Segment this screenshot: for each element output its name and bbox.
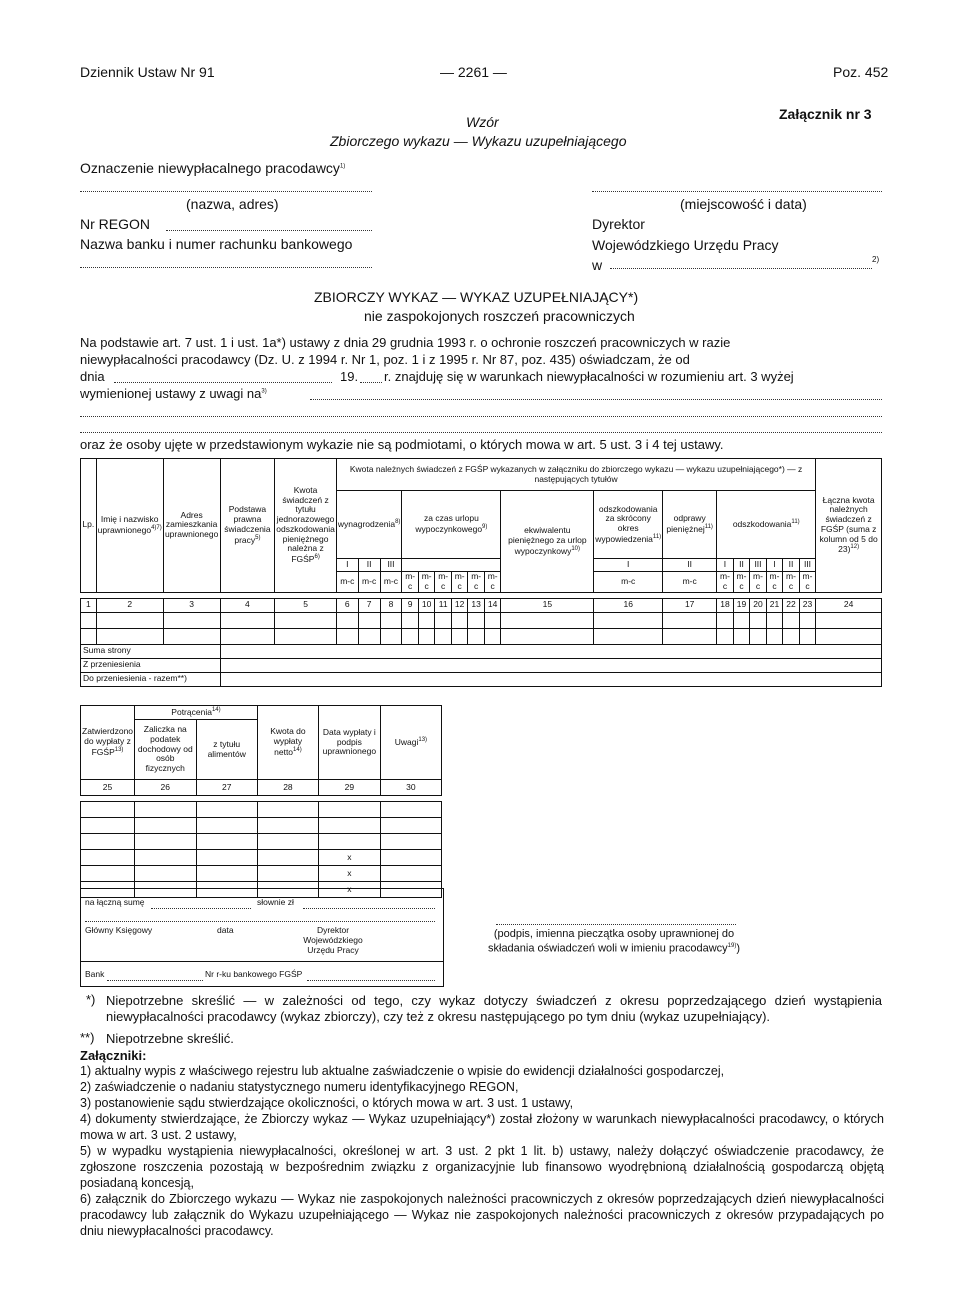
- template-title: Wzór: [466, 114, 499, 130]
- main-subtitle: nie zaspokojonych roszczeń pracowniczych: [364, 308, 635, 324]
- col-basis: Podstawa prawna świadczenia pracy$^{5)}$: [220, 459, 275, 593]
- attachment-item: 5) w wypadku wystąpienia niewypłacalności, określonej w art. 3 ust. 2 pkt 1 lit. b) ustawy, należy dołączyć oświadczenie pracodawcy, że zgłoszone roszczenia pozostają w bezpośrednim związku z organizacyjnie lub finansowo wyodrębnioną działalnością gospodarczą objętą posiadaną koncesją,: [80, 1144, 884, 1190]
- comp-roman-1: I: [717, 559, 734, 572]
- date-label: data: [217, 925, 234, 935]
- page-number: — 2261 —: [440, 64, 507, 80]
- empty-cell: [380, 628, 402, 644]
- empty-cell: [766, 612, 783, 628]
- empty-cell: [484, 612, 501, 628]
- main-title: ZBIORCZY WYKAZ — WYKAZ UZUPEŁNIAJĄCY*): [314, 289, 639, 305]
- words-label: słownie zł: [257, 897, 294, 907]
- comp-roman-3: III: [750, 559, 767, 572]
- declaration-line-3b: 19.: [340, 369, 359, 384]
- empty-cell: [336, 612, 358, 628]
- empty-cell: [380, 612, 402, 628]
- severance-roman-2: II: [663, 559, 717, 572]
- col-total: Łączna kwota należnych świadczeń z FGŚP (suma z kolumn od 5 do 23)$^{12)}$: [816, 459, 882, 593]
- empty-cell: [733, 612, 750, 628]
- place-date-caption: (miejscowość i data): [680, 196, 807, 212]
- empty-cell: [96, 612, 163, 628]
- signature-dotted-line: [496, 924, 736, 925]
- attachment-item: 4) dokumenty stwierdzające, że Zbiorczy wykaz — Wykaz uzupełniający*) został złożony w warunkach niewypłacalności pracodawcy, o których mowa w art. 3 ust. 2 ustawy,: [80, 1112, 884, 1142]
- regon-dotted-line: [166, 230, 372, 231]
- empty-cell: [220, 612, 275, 628]
- annex-label: Załącznik nr 3: [779, 106, 872, 122]
- note1-mark: *): [86, 992, 96, 1007]
- office-label: Wojewódzkiego Urzędu Pracy: [592, 237, 779, 253]
- col-alimony: z tytułu alimentów: [196, 720, 257, 780]
- col-number: 24: [816, 598, 882, 612]
- empty-cell: [468, 628, 485, 644]
- attachment-item: 1) aktualny wypis z właściwego rejestru lub aktualne zaświadczenie o wpisie do ewidencji działalności gospodarczej,: [80, 1064, 725, 1078]
- regon-label: Nr REGON: [80, 216, 150, 232]
- col-titles-group: Kwota należnych świadczeń z FGŚP wykazanych w załączniku do zbiorczego wykazu — wykazu uzupełniającego*) — z następujących tytułów: [336, 459, 815, 491]
- attachment-item: 3) postanowienie sądu stwierdzające okoliczności, o których mowa w art. 3 ust. 1 ustawy,: [80, 1096, 574, 1110]
- empty-cell: [81, 628, 97, 644]
- col-number: 29: [318, 780, 380, 796]
- mc-cell: m-c: [336, 572, 358, 593]
- carried-label: Z przeniesienia: [81, 658, 221, 672]
- empty-cell: [418, 628, 435, 644]
- wages-roman-3: III: [380, 559, 402, 572]
- empty-cell: [402, 612, 419, 628]
- mc-cell: m-c: [418, 572, 435, 593]
- mc-cell: m-c: [717, 572, 734, 593]
- col-number: 10: [418, 598, 435, 612]
- reason-dotted-line-3: [80, 432, 882, 433]
- office-footnote: 2): [872, 255, 880, 264]
- declaration-line-2: niewypłacalności pracodawcy (Dz. U. z 1994 r. Nr 1, poz. 1 i z 1995 r. Nr 87, poz. 435) oświadczam, że od: [80, 352, 690, 367]
- col-number: 14: [484, 598, 501, 612]
- empty-cell: [750, 628, 767, 644]
- empty-cell: [96, 628, 163, 644]
- empty-cell: [275, 612, 337, 628]
- mc-cell: m-c: [358, 572, 380, 593]
- col-number: 11: [435, 598, 452, 612]
- empty-cell: [402, 628, 419, 644]
- col-name: Imię i nazwisko uprawnionego$^{4)7)}$: [96, 459, 163, 593]
- mc-cell: m-c: [451, 572, 468, 593]
- empty-cell: [501, 628, 594, 644]
- col-number: 6: [336, 598, 358, 612]
- col-tax-advance: Zaliczka na podatek dochodowy od osób fizycznych: [135, 720, 197, 780]
- col-number: 1: [81, 598, 97, 612]
- declaration-line-4: wymienionej ustawy z uwagi $na^{3)}$: [80, 386, 267, 401]
- mc-cell: m-c: [783, 572, 800, 593]
- col-equivalent: ekwiwalentu pieniężnego za urlop wypoczynkowy$^{10)}$: [501, 491, 594, 593]
- signature-note: (podpis, imienna pieczątka osoby uprawnionej do składania oświadczeń woli w imieniu pracodawcy$^{19)}$): [488, 928, 741, 955]
- empty-cell: [663, 612, 717, 628]
- col-number: 22: [783, 598, 800, 612]
- empty-cell: [163, 628, 220, 644]
- employer-dotted-line: [80, 191, 372, 192]
- accountant-label: Główny Księgowy: [85, 925, 153, 935]
- col-wages: wynagrodzenia$^{8)}$: [336, 491, 402, 559]
- col-number: 27: [196, 780, 257, 796]
- mc-cell: m-c: [799, 572, 816, 593]
- mc-cell: m-c: [402, 572, 419, 593]
- date-dotted-line: [114, 382, 332, 383]
- declaration-line-1: Na podstawie art. 7 ust. 1 i ust. 1a*) ustawy z dnia 29 grudnia 1993 r. o ochronie roszczeń pracowniczych w razie: [80, 335, 731, 350]
- col-number: 15: [501, 598, 594, 612]
- empty-cell: [81, 612, 97, 628]
- empty-cell: [717, 628, 734, 644]
- col-number: 20: [750, 598, 767, 612]
- carry-total-label: Do przeniesienia - razem**): [81, 672, 221, 686]
- col-lp: Lp.: [81, 459, 97, 593]
- empty-cell: [594, 612, 663, 628]
- note1-text: Niepotrzebne skreślić — w zależności od tego, czy wykaz dotyczy świadczeń z okresu poprzedzającego dzień wystąpienia niewypłacalności pracodawcy (wykaz zbiorczy), czy też z okresu następującego po tym dniu (wykaz uzupełniający).: [106, 993, 882, 1024]
- empty-cell: [783, 628, 800, 644]
- empty-cell: [717, 612, 734, 628]
- empty-cell: [336, 628, 358, 644]
- col-net: Kwota do wypłaty netto$^{14)}$: [257, 706, 318, 780]
- payout-table: [80, 705, 442, 898]
- empty-cell: [484, 628, 501, 644]
- empty-cell: [358, 628, 380, 644]
- attachments-list: [80, 1063, 884, 1239]
- x-cell: x: [318, 882, 380, 898]
- col-number: 18: [717, 598, 734, 612]
- name-address-caption: (nazwa, adres): [186, 196, 279, 212]
- col-notes: Uwagi$^{13)}$: [380, 706, 441, 780]
- empty-cell: [275, 628, 337, 644]
- director-sign-label: Dyrektor Wojewódzkiego Urzędu Pracy: [303, 925, 363, 955]
- year-dotted-line: [360, 382, 382, 383]
- col-number: 12: [451, 598, 468, 612]
- mc-cell: m-c: [380, 572, 402, 593]
- empty-cell: [594, 628, 663, 644]
- mc-cell: m-c: [468, 572, 485, 593]
- mc-cell: m-c: [484, 572, 501, 593]
- total-dotted: [151, 908, 251, 909]
- empty-cell: [816, 612, 882, 628]
- account-dotted: [307, 980, 435, 981]
- col-leave: za czas urlopu wypoczynkowego$^{9)}$: [402, 491, 501, 559]
- empty-cell: [435, 612, 452, 628]
- col-number: 23: [799, 598, 816, 612]
- col-severance: odprawy pieniężnej$^{11)}$: [663, 491, 717, 559]
- sum-page-cell: [220, 644, 881, 658]
- notice-roman-1: I: [594, 559, 663, 572]
- reason-dotted-line-2: [80, 416, 882, 417]
- col-address: Adres zamieszkania uprawnionego: [163, 459, 220, 593]
- office-city-label: w: [592, 257, 603, 273]
- empty-cell: [163, 612, 220, 628]
- total-sum-label: na łączną sumę: [85, 897, 145, 907]
- empty-cell: [451, 628, 468, 644]
- col-amount: Kwota świadczeń z tytułu jednorazowego odszkodowania pieniężnego należna z FGŚP$^{6)}$: [275, 459, 337, 593]
- sum-page-label: Suma strony: [81, 644, 221, 658]
- attachment-item: 6) załącznik do Zbiorczego wykazu — Wykaz nie zaspokojonych należności pracowniczych z okresów poprzedzających dzień niewypłacalności pracodawcy lub załącznik do Wykazu uzupełniającego — Wykaz nie zaspokojonych należności pracowniczych z okresów przypadających po dniu niewypłacalności pracodawcy.: [80, 1192, 884, 1238]
- mc-cell: m-c: [766, 572, 783, 593]
- empty-cell: [501, 612, 594, 628]
- col-number: 28: [257, 780, 318, 796]
- sign-dotted: [85, 921, 435, 922]
- declaration-line-7: oraz że osoby ujęte w przedstawionym wykazie nie są podmiotami, o których mowa w art. 5 ust. 3 i 4 tej ustawy.: [80, 437, 724, 452]
- leave-roman-blank: [402, 559, 501, 572]
- col-number: 8: [380, 598, 402, 612]
- x-cell: x: [318, 866, 380, 882]
- comp-roman-2: II: [733, 559, 750, 572]
- empty-cell: [816, 628, 882, 644]
- col-number: 19: [733, 598, 750, 612]
- col-number: 17: [663, 598, 717, 612]
- col-number: 3: [163, 598, 220, 612]
- carried-cell: [220, 658, 881, 672]
- note2-text: Niepotrzebne skreślić.: [106, 1031, 234, 1046]
- x-cell: x: [318, 850, 380, 866]
- empty-cell: [418, 612, 435, 628]
- col-number: 16: [594, 598, 663, 612]
- signature-box: [80, 888, 444, 987]
- bank-field-label: Bank: [85, 969, 105, 979]
- col-number: 2: [96, 598, 163, 612]
- office-city-dotted-line: [610, 268, 872, 269]
- words-dotted: [303, 908, 435, 909]
- journal-name: Dziennik Ustaw Nr 91: [80, 64, 215, 80]
- reason-dotted-line-1: [310, 399, 882, 400]
- col-deductions: Potrącenia$^{14)}$: [135, 706, 258, 720]
- col-number: 7: [358, 598, 380, 612]
- col-number: 21: [766, 598, 783, 612]
- mc-cell: m-c: [594, 572, 663, 593]
- comp-roman-1b: I: [766, 559, 783, 572]
- empty-cell: [358, 612, 380, 628]
- director-label: Dyrektor: [592, 216, 645, 232]
- claims-table: [80, 458, 882, 687]
- note2-mark: **): [80, 1030, 95, 1045]
- declaration-line-3a: dnia: [80, 369, 105, 384]
- attachments-title: Załączniki:: [80, 1048, 147, 1063]
- mc-cell: m-c: [663, 572, 717, 593]
- col-compensation: odszkodowania$^{11)}$: [717, 491, 816, 559]
- empty-cell: [733, 628, 750, 644]
- col-approved: Zatwierdzono do wypłaty z FGŚP$^{13)}$: [81, 706, 135, 780]
- empty-cell: [435, 628, 452, 644]
- template-subtitle: Zbiorczego wykazu — Wykazu uzupełniającego: [330, 133, 627, 149]
- position-number: Poz. 452: [833, 64, 889, 80]
- bank-dotted: [107, 980, 203, 981]
- empty-cell: [451, 612, 468, 628]
- wages-roman-1: I: [336, 559, 358, 572]
- mc-cell: m-c: [435, 572, 452, 593]
- empty-cell: [663, 628, 717, 644]
- declaration-line-3c: r. znajduję się w warunkach niewypłacalności w rozumieniu art. 3 wyżej: [384, 369, 794, 384]
- mc-cell: m-c: [733, 572, 750, 593]
- empty-cell: [783, 612, 800, 628]
- col-date: Data wypłaty i podpis uprawnionego: [318, 706, 380, 780]
- col-notice: odszkodowania za skrócony okres wypowiedzenia$^{11)}$: [594, 491, 663, 559]
- empty-cell: [799, 628, 816, 644]
- col-number: 13: [468, 598, 485, 612]
- attachment-item: 2) zaświadczenie o nadaniu statystycznego numeru identyfikacyjnego REGON,: [80, 1080, 519, 1094]
- bank-label: Nazwa banku i numer rachunku bankowego: [80, 236, 353, 252]
- col-number: 30: [380, 780, 441, 796]
- col-number: 26: [135, 780, 197, 796]
- box-divider: [81, 961, 443, 962]
- col-number: 9: [402, 598, 419, 612]
- comp-roman-2b: II: [783, 559, 800, 572]
- wages-roman-2: II: [358, 559, 380, 572]
- col-number: 25: [81, 780, 135, 796]
- empty-cell: [468, 612, 485, 628]
- bank-dotted-line: [80, 267, 372, 268]
- comp-roman-3b: III: [799, 559, 816, 572]
- place-date-dotted-line: [592, 191, 882, 192]
- empty-cell: [766, 628, 783, 644]
- carry-total-cell: [220, 672, 881, 686]
- mc-cell: m-c: [750, 572, 767, 593]
- empty-cell: [750, 612, 767, 628]
- empty-cell: [220, 628, 275, 644]
- employer-label: Oznaczenie niewypłacalnego pracodawcy$^{1)}$: [80, 160, 346, 176]
- empty-cell: [799, 612, 816, 628]
- bank-account-label: Nr r-ku bankowego FGŚP: [205, 969, 303, 979]
- col-number: 5: [275, 598, 337, 612]
- col-number: 4: [220, 598, 275, 612]
